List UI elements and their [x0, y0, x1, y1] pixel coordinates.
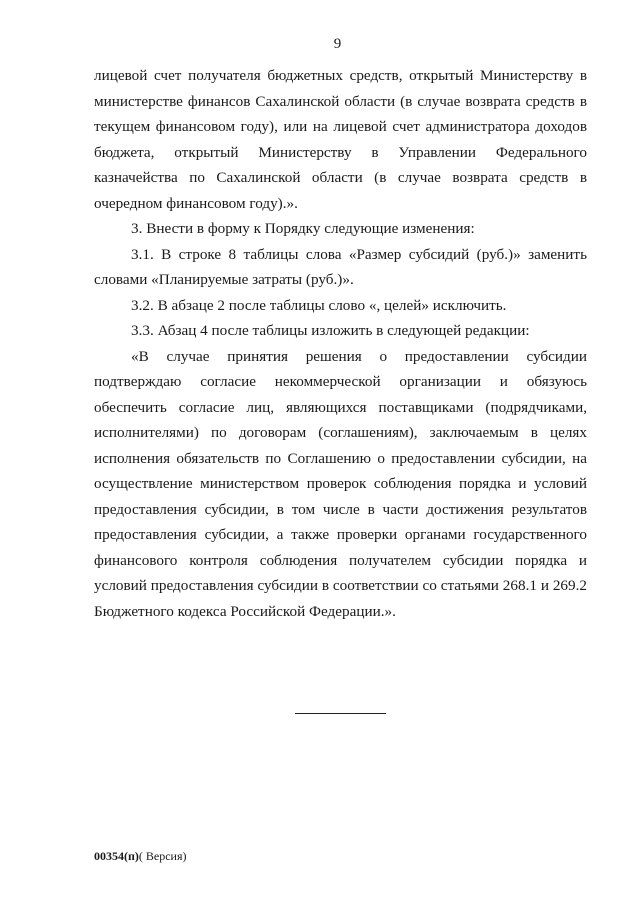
- paragraph-refund-account: лицевой счет получателя бюджетных средств, открытый Министерству в министерстве финансов Сахалинской области (в случае возврата средств в текущем финансовом году), или на лицевой счет администратора доходов бюджета, открытый Министерству в Управлении Федерального казначейства по Сахалинской области (в случае возврата средств в очередном финансовом году).».: [94, 67, 587, 212]
- document-body: [94, 63, 587, 624]
- paragraph-item-3-1: 3.1. В строке 8 таблицы слова «Размер субсидий (руб.)» заменить словами «Планируемые затраты (руб.)».: [94, 245, 587, 288]
- document-version: ( Версия): [138, 849, 187, 863]
- paragraph-item-3-2: 3.2. В абзаце 2 после таблицы слово «, целей» исключить.: [131, 296, 507, 314]
- paragraph-item-3-3: 3.3. Абзац 4 после таблицы изложить в следующей редакции:: [131, 322, 530, 339]
- page-number: 9: [333, 36, 342, 52]
- document-code: 00354(п): [94, 849, 139, 863]
- paragraph-quoted-consent: «В случае принятия решения о предоставлении субсидии подтверждаю согласие некоммерческой организации и обязуюсь обеспечить согласие лиц, являющихся поставщиками (подрядчиками, исполнителями) по договорам (соглашениям), заключаемым в целях исполнения обязательств по Соглашению о предоставлении субсидии, на осуществление министерством проверок соблюдения порядка и условий предоставления субсидии, в том числе в части достижения результатов предоставления субсидии, а также проверки органами государственного финансового контроля соблюдения получателем субсидии порядка и условий предоставления субсидии в соответствии со статьями 268.1 и 269.2 Бюджетного кодекса Российской Федерации.».: [94, 347, 587, 620]
- paragraph-item-3: 3. Внести в форму к Порядку следующие изменения:: [131, 220, 475, 237]
- end-divider-line: [295, 713, 386, 714]
- document-footer: [94, 849, 187, 864]
